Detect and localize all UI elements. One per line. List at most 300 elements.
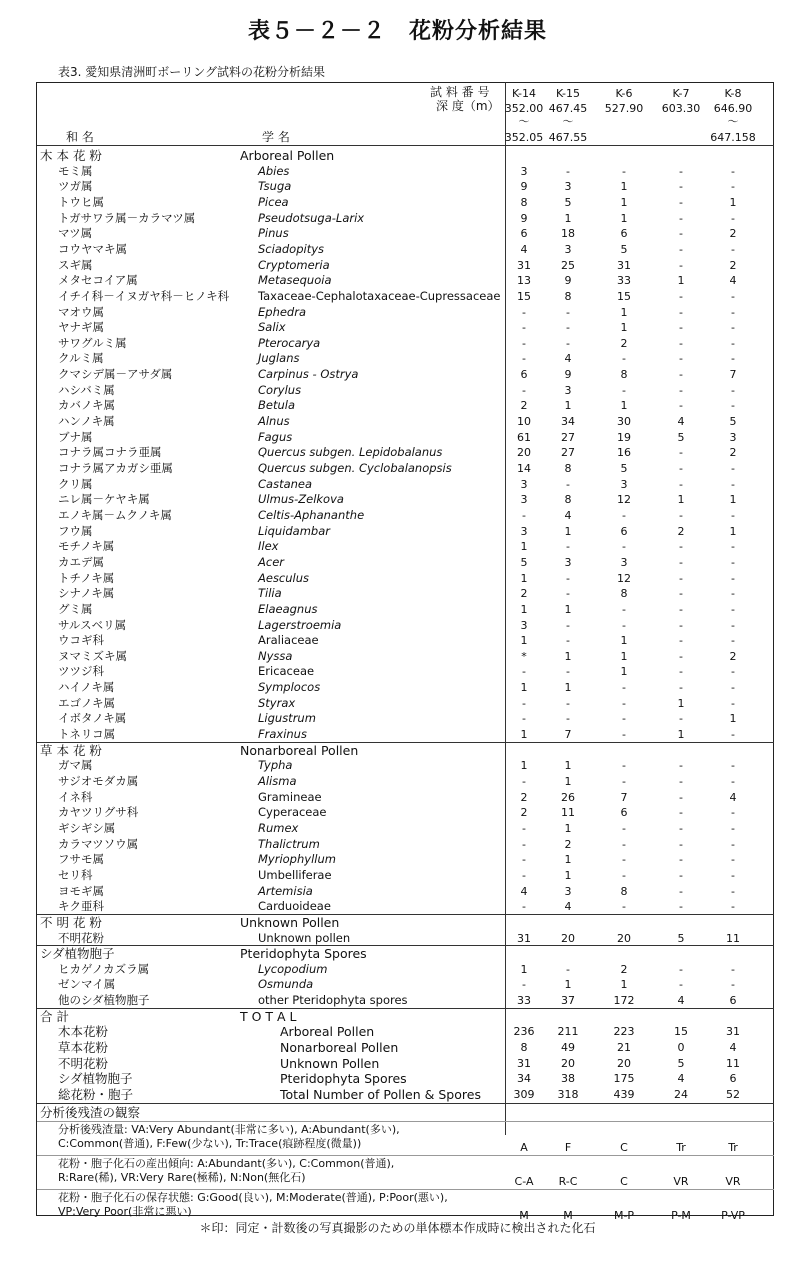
value-cell: - [679, 900, 683, 914]
value-cell: A [520, 1140, 528, 1154]
total-title-jp: 合 計 [40, 1008, 69, 1024]
total-row-en: Pteridophyta Spores [280, 1071, 407, 1087]
depth-bottom: 467.55 [548, 131, 588, 144]
value-cell: 7 [620, 790, 628, 804]
value-cell: - [622, 696, 626, 710]
value-cell: - [679, 853, 683, 867]
value-cell: - [566, 634, 570, 648]
taxon-scientific-name: Carpinus - Ostrya [258, 367, 359, 382]
section-title-en: Unknown Pollen [240, 914, 340, 930]
value-cell: - [622, 759, 626, 773]
value-cell: - [679, 978, 683, 992]
value-cell: 1 [620, 649, 628, 663]
value-cell: 1 [677, 493, 685, 507]
value-cell: - [522, 352, 526, 366]
value-cell: 8 [520, 195, 528, 209]
value-cell: - [731, 540, 735, 554]
taxon-japanese-name: コナラ属アカガシ亜属 [58, 461, 173, 475]
value-cell: 8 [520, 1041, 528, 1055]
value-cell: 20 [617, 1056, 631, 1070]
value-cell: 11 [726, 931, 740, 945]
taxon-scientific-name: Elaeagnus [258, 601, 318, 616]
observation-title: 分析後残渣の観察 [40, 1104, 141, 1120]
value-cell: 38 [561, 1072, 575, 1086]
value-cell: - [679, 681, 683, 695]
taxon-japanese-name: イチイ科－イヌガヤ科－ヒノキ科 [58, 288, 230, 303]
value-cell: - [522, 853, 526, 867]
value-cell: - [566, 618, 570, 632]
observation-line-2: C:Common(普通), F:Few(少ない), Tr:Trace(痕跡程度(微量)) [58, 1136, 362, 1150]
taxon-japanese-name: ハンノキ属 [58, 414, 115, 429]
value-cell: 1 [620, 211, 628, 225]
value-cell: 2 [520, 806, 528, 820]
value-cell: 30 [617, 415, 631, 429]
value-cell: 4 [520, 884, 528, 898]
value-cell: 1 [620, 634, 628, 648]
value-cell: 9 [520, 211, 528, 225]
value-cell: - [566, 712, 570, 726]
value-cell: - [679, 211, 683, 225]
value-cell: 5 [520, 555, 528, 569]
value-cell: 1 [520, 634, 528, 648]
value-cell: - [731, 383, 735, 397]
value-cell: 1 [564, 775, 572, 788]
taxon-scientific-name: Cyperaceae [258, 805, 327, 820]
value-cell: 2 [520, 399, 528, 413]
value-cell: - [522, 868, 526, 882]
value-cell: 49 [561, 1041, 575, 1055]
value-cell: - [622, 383, 626, 397]
value-cell: 8 [620, 368, 628, 382]
taxon-scientific-name: Tilia [258, 586, 282, 601]
value-cell: 6 [520, 368, 528, 382]
value-cell: 318 [557, 1088, 579, 1101]
value-cell: C [620, 1140, 628, 1154]
value-cell: 5 [620, 242, 628, 256]
value-cell: - [731, 962, 735, 976]
value-cell: 9 [564, 368, 572, 382]
value-cell: 3 [564, 242, 572, 256]
taxon-scientific-name: Styrax [258, 695, 296, 710]
value-cell: 26 [561, 790, 575, 804]
value-cell: - [731, 477, 735, 491]
value-cell: 3 [729, 430, 737, 444]
value-cell: - [731, 853, 735, 867]
taxon-japanese-name: マツ属 [58, 226, 93, 241]
value-cell: 12 [617, 571, 631, 585]
value-cell: - [679, 508, 683, 522]
value-cell: - [679, 790, 683, 804]
value-cell: 1 [564, 681, 572, 695]
value-cell: - [731, 759, 735, 773]
taxon-scientific-name: Ulmus-Zelkova [258, 492, 344, 507]
value-cell: 27 [561, 446, 575, 460]
value-cell: 1 [564, 211, 572, 225]
value-cell: 1 [564, 853, 572, 867]
value-cell: 2 [620, 336, 628, 350]
depth-top: 646.90 [713, 102, 753, 115]
value-cell: - [731, 180, 735, 194]
value-cell: 172 [613, 994, 635, 1008]
value-cell: - [566, 587, 570, 601]
value-cell: 8 [564, 462, 572, 475]
value-cell: F [564, 1140, 572, 1154]
value-cell: 15 [517, 289, 531, 303]
value-cell: - [679, 571, 683, 585]
section-title-jp: 不 明 花 粉 [40, 914, 102, 930]
taxon-japanese-name: ツツジ科 [58, 664, 104, 679]
value-cell: P-M [671, 1208, 691, 1222]
taxon-scientific-name: Corylus [258, 382, 302, 397]
taxon-scientific-name: Fraxinus [258, 727, 307, 742]
value-cell: - [731, 352, 735, 366]
taxon-scientific-name: Quercus subgen. Cyclobalanopsis [258, 461, 452, 475]
value-cell: - [731, 696, 735, 710]
value-cell: - [679, 242, 683, 256]
value-cell: 16 [617, 446, 631, 460]
taxon-japanese-name: トチノキ属 [58, 570, 115, 585]
value-cell: 31 [517, 258, 531, 272]
taxon-japanese-name: サジオモダカ属 [58, 774, 139, 788]
value-cell: 1 [620, 399, 628, 413]
taxon-scientific-name: Ilex [258, 539, 279, 554]
value-cell: - [566, 962, 570, 976]
value-cell: C [620, 1174, 628, 1188]
taxon-scientific-name: Quercus subgen. Lepidobalanus [258, 445, 443, 460]
taxon-japanese-name: クリ属 [58, 476, 93, 491]
taxon-japanese-name: ガマ属 [58, 758, 93, 773]
taxon-japanese-name: イボタノキ属 [58, 711, 127, 726]
taxon-japanese-name: トガサワラ属－カラマツ属 [58, 210, 196, 225]
value-cell: * [521, 649, 527, 663]
value-cell: - [566, 336, 570, 350]
value-cell: - [679, 289, 683, 303]
total-row-jp: 総花粉・胞子 [58, 1087, 134, 1102]
value-cell: 1 [620, 978, 628, 992]
taxon-scientific-name: Alnus [258, 414, 290, 429]
taxon-japanese-name: ハイノキ属 [58, 680, 115, 695]
value-cell: 2 [620, 962, 628, 976]
value-cell: C-A [514, 1174, 534, 1188]
scientific-name-header: 学 名 [262, 130, 290, 144]
section-divider [37, 742, 774, 743]
value-cell: 1 [564, 759, 572, 773]
value-cell: - [679, 352, 683, 366]
value-cell: 20 [517, 446, 531, 460]
taxon-japanese-name: キク亜科 [58, 899, 104, 914]
value-cell: - [731, 462, 735, 475]
value-cell: - [679, 821, 683, 835]
value-cell: R-C [558, 1174, 578, 1188]
value-cell: 1 [564, 649, 572, 663]
value-cell: - [731, 587, 735, 601]
depth-top: 603.30 [661, 102, 701, 115]
taxon-japanese-name: クマシデ属－アサダ属 [58, 367, 173, 382]
taxon-japanese-name: ヌマミズキ属 [58, 648, 127, 663]
taxon-scientific-name: Salix [258, 320, 286, 335]
value-cell: - [679, 868, 683, 882]
value-cell: - [679, 336, 683, 350]
value-cell: 1 [677, 728, 685, 742]
sample-number-label: 試 料 番 号 [430, 85, 490, 99]
taxon-japanese-name: カバノキ属 [58, 398, 116, 413]
value-cell: 34 [561, 415, 575, 429]
value-cell: 1 [620, 180, 628, 194]
observation-line-2: R:Rare(稀), VR:Very Rare(極稀), N:Non(無化石) [58, 1170, 306, 1184]
taxon-scientific-name: Ericaceae [258, 664, 315, 679]
value-cell: - [679, 555, 683, 569]
value-cell: 27 [561, 430, 575, 444]
taxon-scientific-name: Ligustrum [258, 711, 316, 726]
section-title-en: Arboreal Pollen [240, 148, 335, 163]
taxon-scientific-name: Sciadopitys [258, 241, 325, 256]
section-divider [37, 945, 774, 946]
value-cell: - [566, 321, 570, 335]
value-cell: 439 [613, 1088, 635, 1101]
value-cell: - [622, 775, 626, 788]
value-cell: 236 [513, 1025, 535, 1039]
value-cell: - [679, 775, 683, 788]
value-cell: 1 [620, 321, 628, 335]
value-cell: 13 [517, 274, 531, 288]
value-cell: - [731, 868, 735, 882]
value-cell: 1 [677, 274, 685, 288]
value-cell: 4 [729, 790, 737, 804]
value-cell: - [679, 540, 683, 554]
value-cell: 9 [564, 274, 572, 288]
taxon-japanese-name: トウヒ属 [58, 194, 104, 209]
value-cell: 7 [729, 368, 737, 382]
section-title-jp: 草 本 花 粉 [40, 742, 102, 758]
taxon-scientific-name: Juglans [258, 351, 300, 366]
depth-top: 352.00 [504, 102, 544, 115]
value-cell: - [679, 368, 683, 382]
value-cell: 1 [729, 524, 737, 538]
taxon-japanese-name: モチノキ属 [58, 539, 115, 554]
value-cell: 223 [613, 1025, 635, 1039]
value-cell: 8 [564, 289, 572, 303]
value-cell: 31 [617, 258, 631, 272]
value-cell: 33 [617, 274, 631, 288]
value-cell: 1 [564, 978, 572, 992]
value-cell: 6 [520, 227, 528, 241]
total-row-en: Nonarboreal Pollen [280, 1040, 399, 1056]
value-cell: 12 [617, 493, 631, 507]
value-cell: 5 [677, 430, 685, 444]
value-cell: 5 [564, 195, 572, 209]
value-cell: - [679, 634, 683, 648]
value-cell: 14 [517, 462, 531, 475]
sample-id: K-14 [511, 87, 537, 100]
value-cell: - [679, 195, 683, 209]
value-cell: - [622, 712, 626, 726]
value-cell: 11 [726, 1056, 740, 1070]
taxon-japanese-name: ヒカゲノカズラ属 [58, 961, 150, 976]
taxon-japanese-name: サワグルミ属 [58, 335, 127, 350]
value-cell: 1 [729, 712, 737, 726]
value-cell: - [679, 712, 683, 726]
taxon-japanese-name: イネ科 [58, 789, 93, 804]
value-cell: 3 [620, 477, 628, 491]
value-cell: 4 [520, 242, 528, 256]
taxon-japanese-name: ツガ属 [58, 179, 93, 194]
observation-line-1: 分析後残渣量: VA:Very Abundant(非常に多い), A:Abundant(多い), [58, 1122, 400, 1136]
value-cell: 4 [564, 352, 572, 366]
taxon-japanese-name: ウコギ科 [58, 633, 104, 648]
value-cell: 4 [729, 1041, 737, 1055]
total-row-jp: 草本花粉 [58, 1040, 109, 1056]
value-cell: - [679, 399, 683, 413]
value-cell: - [622, 837, 626, 851]
value-cell: - [522, 837, 526, 851]
taxon-scientific-name: Cryptomeria [258, 257, 330, 272]
value-cell: - [679, 446, 683, 460]
depth-top: 467.45 [548, 102, 588, 115]
value-cell: 33 [517, 994, 531, 1008]
taxon-scientific-name: other Pteridophyta spores [258, 993, 408, 1008]
value-cell: - [679, 462, 683, 475]
value-cell: 6 [729, 1072, 737, 1086]
value-cell: 2 [677, 524, 685, 538]
value-cell: 0 [677, 1041, 685, 1055]
value-cell: - [679, 962, 683, 976]
value-cell: 8 [620, 587, 628, 601]
value-cell: 61 [517, 430, 531, 444]
value-cell: 1 [564, 524, 572, 538]
value-cell: 31 [517, 1056, 531, 1070]
header-divider [37, 145, 774, 146]
taxon-scientific-name: Nyssa [258, 648, 293, 663]
value-cell: - [731, 242, 735, 256]
taxon-scientific-name: Pterocarya [258, 335, 321, 350]
value-cell: - [522, 383, 526, 397]
value-cell: 52 [726, 1088, 740, 1101]
value-cell: - [522, 336, 526, 350]
value-cell: 1 [620, 665, 628, 679]
value-cell: - [522, 900, 526, 914]
value-cell: - [522, 775, 526, 788]
taxon-japanese-name: 他のシダ植物胞子 [58, 993, 150, 1008]
taxon-scientific-name: Lycopodium [258, 961, 328, 976]
section-divider [37, 914, 774, 915]
value-cell: 24 [674, 1088, 688, 1101]
value-cell: - [622, 164, 626, 178]
taxon-scientific-name: Rumex [258, 820, 299, 835]
taxon-scientific-name: Picea [258, 194, 289, 209]
value-cell: 7 [564, 728, 572, 742]
taxon-scientific-name: Lagerstroemia [258, 617, 342, 632]
value-cell: 1 [564, 821, 572, 835]
value-cell: 4 [564, 900, 572, 914]
value-cell: 2 [564, 837, 572, 851]
value-cell: 20 [561, 1056, 575, 1070]
value-cell: 2 [729, 258, 737, 272]
taxon-scientific-name: Castanea [258, 476, 313, 491]
value-cell: 1 [520, 759, 528, 773]
taxon-scientific-name: Abies [258, 163, 290, 178]
value-cell: 1 [520, 681, 528, 695]
value-cell: 3 [520, 493, 528, 507]
value-cell: - [731, 978, 735, 992]
depth-bottom: 647.158 [710, 131, 756, 144]
value-cell: 2 [520, 587, 528, 601]
taxon-japanese-name: フサモ属 [58, 852, 104, 867]
value-cell: - [622, 352, 626, 366]
taxon-japanese-name: コナラ属コナラ亜属 [58, 445, 162, 460]
taxon-japanese-name: コウヤマキ属 [58, 241, 127, 256]
japanese-name-header: 和 名 [66, 130, 94, 144]
taxon-scientific-name: Myriophyllum [258, 852, 336, 867]
value-cell: 1 [729, 493, 737, 507]
value-cell: 6 [729, 994, 737, 1008]
value-cell: 20 [617, 931, 631, 945]
value-cell: - [679, 618, 683, 632]
taxon-scientific-name: Celtis-Aphananthe [258, 507, 365, 522]
value-cell: - [731, 775, 735, 788]
taxon-japanese-name: ハシバミ属 [58, 382, 115, 397]
value-cell: - [622, 821, 626, 835]
value-cell: 4 [564, 508, 572, 522]
value-cell: - [622, 540, 626, 554]
value-cell: 3 [520, 524, 528, 538]
value-cell: - [622, 508, 626, 522]
value-cell: 309 [513, 1088, 535, 1101]
value-cell: - [622, 853, 626, 867]
value-cell: - [522, 305, 526, 319]
value-cell: 31 [726, 1025, 740, 1039]
value-cell: - [522, 696, 526, 710]
value-cell: - [566, 665, 570, 679]
value-cell: 3 [520, 477, 528, 491]
value-cell: P-VP [721, 1208, 745, 1222]
sample-id: K-7 [672, 87, 690, 100]
value-cell: 9 [520, 180, 528, 194]
taxon-scientific-name: Thalictrum [258, 836, 320, 851]
taxon-scientific-name: Artemisia [258, 883, 313, 898]
taxon-scientific-name: Aesculus [258, 570, 310, 585]
value-cell: - [731, 806, 735, 820]
value-cell: - [566, 305, 570, 319]
value-cell: - [566, 164, 570, 178]
value-cell: 18 [561, 227, 575, 241]
value-cell: - [522, 712, 526, 726]
value-cell: - [679, 383, 683, 397]
value-cell: 3 [564, 884, 572, 898]
value-cell: M-P [613, 1208, 635, 1222]
value-cell: - [522, 508, 526, 522]
page-title: 表５－２－２ 花粉分析結果 [247, 19, 547, 44]
value-cell: 1 [520, 728, 528, 742]
value-cell: 34 [517, 1072, 531, 1086]
value-cell: Tr [676, 1140, 686, 1154]
taxon-japanese-name: 不明花粉 [58, 930, 104, 945]
value-cell: - [731, 508, 735, 522]
depth-top: 527.90 [604, 102, 644, 115]
value-cell: 1 [520, 962, 528, 976]
value-cell: - [731, 305, 735, 319]
value-cell: - [679, 884, 683, 898]
total-row-en: Unknown Pollen [280, 1055, 380, 1071]
value-cell: - [731, 336, 735, 350]
observation-line-1: 花粉・胞子化石の保存状態: G:Good(良い), M:Moderate(普通), P:Poor(悪い), [58, 1190, 448, 1204]
taxon-scientific-name: Unknown pollen [258, 930, 351, 945]
value-cell: - [731, 884, 735, 898]
observation-line-2: VP:Very Poor(非常に悪い) [58, 1204, 192, 1218]
value-cell: 31 [517, 931, 531, 945]
value-cell: - [679, 164, 683, 178]
value-cell: - [522, 821, 526, 835]
value-cell: 1 [729, 195, 737, 209]
